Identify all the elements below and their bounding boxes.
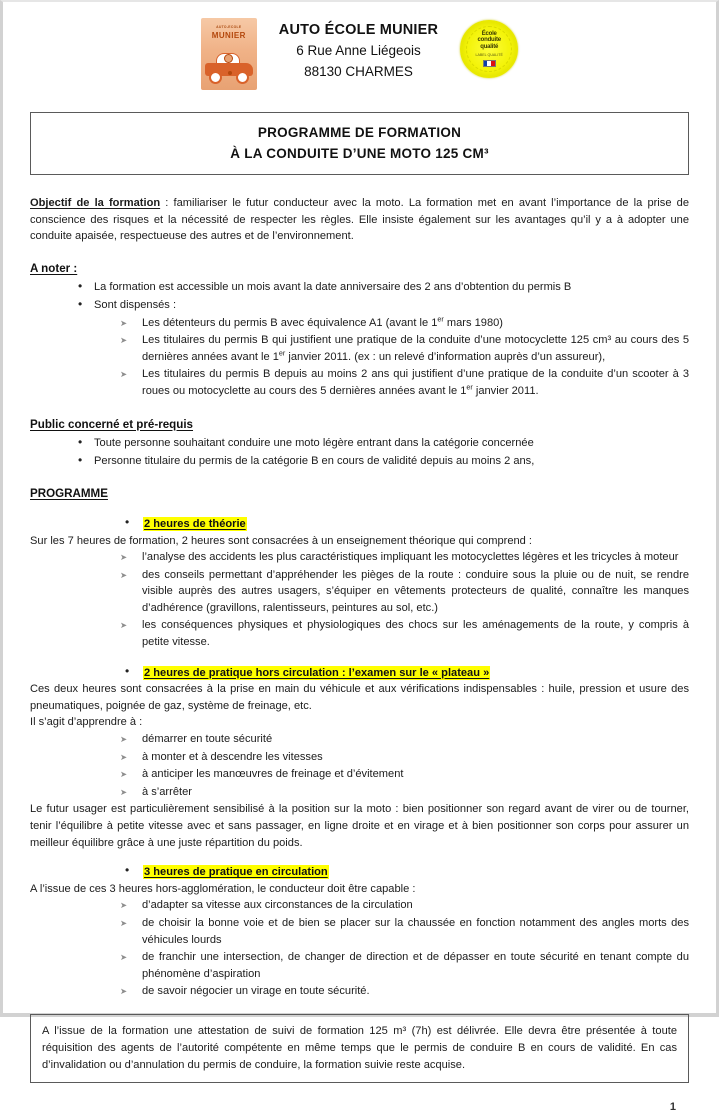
attestation-footer-box <box>30 1014 689 1083</box>
a-noter-sub-list <box>30 315 689 400</box>
circulation-list <box>30 897 689 1000</box>
list-item: ➤ à anticiper les manœuvres de freinage et d’évitement <box>120 766 689 783</box>
city-postcode: 88130 CHARMES <box>304 64 413 79</box>
list-item: ➤ des conseils permettant d’appréhender les pièges de la route : conduire sous la pluie ou de nuit, se rendre visible auprès des autres usagers, s’équiper en vêtements protecteurs de qualité, connaître les manques d’adhérence (gravillons, ralentisseurs, peintures au sol, etc.) <box>120 567 689 617</box>
plateau-outro: Le futur usager est particulièrement sensibilisé à la position sur la moto : bien positionner son regard avant de virer ou de tourner, tenir l’équilibre à petite vitesse avec et sans passager, en ligne droite et en virage et à bien positionner son corps pour assurer un meilleur équilibre grâce à une juste répartition du poids. <box>30 803 689 849</box>
letterhead <box>21 8 698 94</box>
objectif-text: : familiariser le futur conducteur avec la moto. La formation met en avant l’importance de la prise de conscience des risques et la nécessité de respecter les règles. Elle insiste également sur les avantages qu’il y a à adopter une conduite apaisée, respectueuse des autres et de l’environnement. <box>30 197 689 243</box>
quality-label-badge <box>460 20 518 78</box>
plateau-intro: Ces deux heures sont consacrées à la prise en main du véhicule et aux vérifications indispensables : huile, pression et usure des pneumatiques, poignée de gaz, système de freinage, etc. <box>30 683 689 712</box>
street-address: 6 Rue Anne Liégeois <box>296 43 421 58</box>
company-name: AUTO ÉCOLE MUNIER <box>278 22 439 38</box>
list-item: • Toute personne souhaitant conduire une moto légère entrant dans la catégorie concernée <box>78 435 689 452</box>
public-concerne-heading: Public concerné et pré-requis <box>30 417 194 431</box>
page-inner <box>3 2 716 1113</box>
title-line-1: PROGRAMME DE FORMATION <box>257 125 462 140</box>
list-item: ➤ démarrer en toute sécurité <box>120 731 689 748</box>
list-item: ➤ l’analyse des accidents les plus caractéristiques impliquant les motocyclettes légères et les tricycles à moteur <box>120 549 689 566</box>
circulation-title-item <box>30 864 689 881</box>
list-item: ➤ d’adapter sa vitesse aux circonstances de la circulation <box>120 897 689 914</box>
theorie-list <box>30 549 689 651</box>
list-item: ➤ de savoir négocier un virage en toute sécurité. <box>120 983 689 1000</box>
french-flag-icon <box>483 60 496 67</box>
badge-line-3: qualité <box>480 43 499 50</box>
plateau-intro-2: Il s’agit d’apprendre à : <box>30 716 143 729</box>
theorie-title: 2 heures de théorie <box>144 517 246 530</box>
attestation-text: A l’issue de la formation une attestation de suivi de formation 125 m³ (7h) est délivrée. Elle devra être présentée à toute réquisition des agents de l’autorité compétente en même temps que le permis de conduire B en cours de validité. En cas d’invalidation ou d’annulation du permis de conduire, la formation suivie reste acquise. <box>42 1024 677 1071</box>
badge-line-1: École <box>481 30 497 37</box>
badge-subtitle: LABEL QUALITÉ <box>475 52 503 57</box>
address-block <box>279 16 438 82</box>
list-item: • La formation est accessible un mois avant la date anniversaire des 2 ans d’obtention du permis B <box>78 279 689 296</box>
circulation-intro: A l’issue de ces 3 heures hors-agglomération, le conducteur doit être capable : <box>30 882 416 895</box>
objectif-heading: Objectif de la formation <box>30 197 161 209</box>
list-item <box>125 864 689 881</box>
car-icon <box>205 50 253 84</box>
title-line-2: À LA CONDUITE D’UNE MOTO 125 CM³ <box>230 146 489 161</box>
list-item: • Personne titulaire du permis de la catégorie B en cours de validité depuis au moins 2 ans, <box>78 453 689 470</box>
list-item: ➤ Les titulaires du permis B qui justifient une pratique de la conduite d’une motocyclette 125 cm³ au cours des 5 dernières années avant le 1er janvier 2011. (ex : un relevé d’information auprès d’un assureur), <box>120 332 689 365</box>
list-item: ➤ à monter et à descendre les vitesses <box>120 749 689 766</box>
badge-line-2: conduite <box>477 37 501 44</box>
auto-ecole-munier-logo <box>201 18 257 90</box>
list-item: ➤ les conséquences physiques et physiologiques des chocs sur les aménagements de la route, y compris à petite vitesse. <box>120 617 689 650</box>
objectif-paragraph <box>30 195 689 245</box>
list-item: ➤ de choisir la bonne voie et de bien se placer sur la chaussée en fonction notamment des angles morts des véhicules lourds <box>120 915 689 948</box>
a-noter-heading: A noter : <box>30 261 78 275</box>
list-item <box>125 665 689 682</box>
list-item: ➤ à s’arrêter <box>120 784 689 801</box>
circulation-title: 3 heures de pratique en circulation <box>144 866 328 879</box>
public-concerne-list <box>30 435 689 469</box>
theorie-intro: Sur les 7 heures de formation, 2 heures sont consacrées à un enseignement théorique qui comprend : <box>30 534 532 547</box>
list-item: ➤ de franchir une intersection, de changer de direction et de dépasser en toute sécurité en tenant compte du phénomène d’aspiration <box>120 949 689 982</box>
plateau-list <box>30 731 689 800</box>
document-title-box <box>30 112 689 175</box>
a-noter-bullet-list <box>30 279 689 313</box>
list-item: ➤ Les titulaires du permis B depuis au moins 2 ans qui justifient d’une pratique de la conduite d’un scooter à 3 roues ou motocyclette au cours des 5 dernières années avant le 1er janvier 2011. <box>120 366 689 399</box>
logo-top-text: AUTO-ECOLE <box>216 25 242 29</box>
logo-name-text: MUNIER <box>211 31 246 40</box>
plateau-title-item <box>30 665 689 682</box>
document-body <box>21 175 698 1000</box>
theorie-title-item <box>30 516 689 533</box>
programme-heading: PROGRAMME <box>30 487 108 501</box>
list-item <box>125 516 689 533</box>
list-item: • Sont dispensés : <box>78 297 689 314</box>
page-number: 1 <box>669 1101 676 1113</box>
list-item: ➤ Les détenteurs du permis B avec équivalence A1 (avant le 1er mars 1980) <box>120 315 689 332</box>
plateau-title: 2 heures de pratique hors circulation : l’examen sur le « plateau » <box>144 666 490 679</box>
